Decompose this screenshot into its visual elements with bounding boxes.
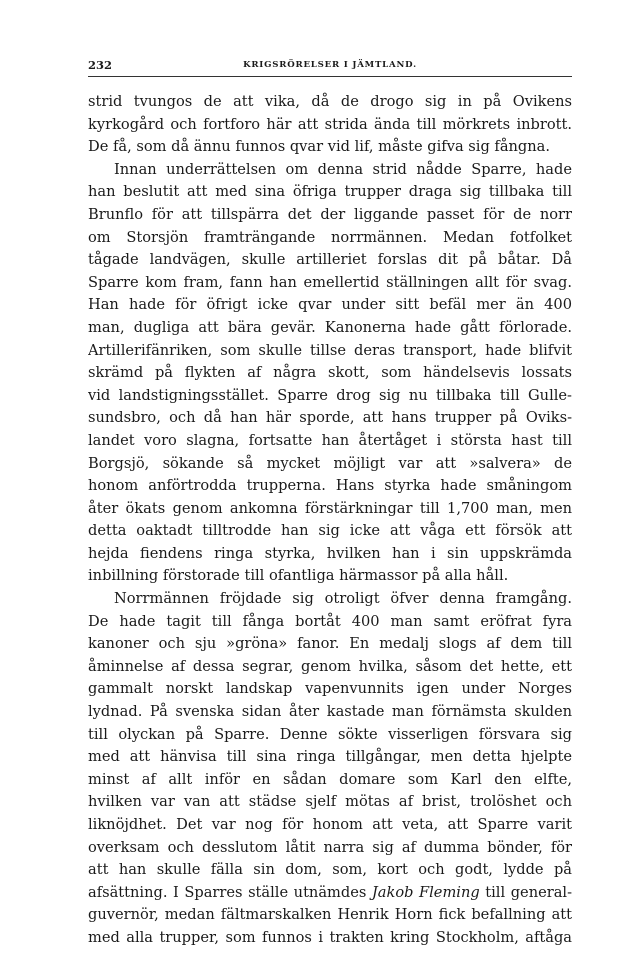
text-line: med alla trupper, som funnos i trakten kring Stockholm, aftåga: [88, 928, 572, 946]
text-line: Innan underrättelsen om denna strid nådde Sparre, hade: [114, 160, 572, 178]
text-line: De hade tagit till fånga bortåt 400 man samt eröfrat fyra: [88, 612, 572, 630]
text-line: skrämd på flykten af några skott, som händelsevis lossats: [88, 364, 572, 382]
text-line: vid landstigningsstället. Sparre drog sig nu tillbaka till Gulle-: [88, 386, 572, 404]
text-fragment: till general-: [479, 883, 572, 901]
text-line: man, dugliga att bära gevär. Kanonerna hade gått förlorade.: [88, 318, 572, 336]
text-line: honom anförtrodda trupperna. Hans styrka hade småningom: [88, 477, 572, 495]
text-line: De få, som då ännu funnos qvar vid lif, måste gifva sig fångna.: [88, 138, 551, 156]
text-line: kanoner och sju »gröna» fanor. En medalj slogs af dem till: [88, 635, 572, 653]
text-line: att han skulle fälla sin dom, som, kort och godt, lydde på: [88, 861, 572, 879]
paragraph-3: [88, 588, 572, 950]
body-text: [88, 91, 572, 950]
text-line: overksam och desslutom låtit narra sig af dumma bönder, för: [88, 838, 572, 856]
text-line: detta oaktadt tilltrodde han sig icke att våga ett försök att: [88, 522, 572, 540]
text-line: strid tvungos de att vika, då de drogo sig in på Ovikens: [88, 93, 572, 110]
text-line: guvernör, medan fältmarskalken Henrik Horn fick befallning att: [88, 906, 572, 924]
text-line: åminnelse af dessa segrar, genom hvilka, såsom det hette, ett: [88, 657, 572, 675]
page-header: [88, 56, 572, 77]
text-line: lydnad. På svenska sidan åter kastade man förnämsta skulden: [88, 703, 572, 721]
text-line: till olyckan på Sparre. Denne sökte visserligen försvara sig: [88, 725, 572, 743]
text-line: minst af allt inför en sådan domare som Karl den elfte,: [88, 770, 572, 788]
book-page: [88, 56, 572, 950]
text-line: om Storsjön framträngande norrmännen. Medan fotfolket: [88, 228, 572, 246]
person-name: Jakob Fleming: [371, 883, 480, 901]
text-line: Norrmännen fröjdade sig otroligt öfver denna framgång.: [114, 590, 572, 608]
text-line: gammalt norskt landskap vapenvunnits igen under Norges: [88, 680, 572, 698]
paragraph-1: [88, 91, 572, 159]
paragraph-2: [88, 159, 572, 588]
text-line: med att hänvisa till sina ringa tillgångar, men detta hjelpte: [88, 748, 572, 766]
text-line: Artillerifänriken, som skulle tillse deras transport, hade blifvit: [88, 341, 572, 359]
text-line: hejda fiendens ringa styrka, hvilken han i sin uppskrämda: [88, 544, 572, 562]
text-line: tågade landvägen, skulle artilleriet forslas dit på båtar. Då: [88, 251, 572, 269]
text-line: Han hade för öfrigt icke qvar under sitt befäl mer än 400: [88, 296, 572, 314]
page-number: 232: [88, 58, 113, 72]
text-line: han beslutit att med sina öfriga trupper draga sig tillbaka till: [88, 183, 572, 201]
text-line: landet voro slagna, fortsatte han återtåget i största hast till: [88, 431, 572, 449]
text-line: åter ökats genom ankomna förstärkningar till 1,700 man, men: [88, 499, 572, 517]
text-line: kyrkogård och fortforo här att strida ända till mörkrets inbrott.: [88, 115, 572, 133]
text-line: Borgsjö, sökande så mycket möjligt var att »salvera» de: [88, 454, 572, 472]
text-line: hvilken var van att städse sjelf mötas af brist, trolöshet och: [88, 793, 572, 811]
text-fragment: afsättning. I Sparres ställe utnämdes: [88, 883, 372, 901]
text-line: Sparre kom fram, fann han emellertid ställningen allt för svag.: [88, 273, 572, 291]
text-line: liknöjdhet. Det var nog för honom att veta, att Sparre varit: [88, 816, 572, 833]
running-head: KRIGSRÖRELSER I JÄMTLAND.: [243, 60, 417, 70]
text-line-with-name: [88, 882, 572, 905]
text-line: inbillning förstorade till ofantliga härmassor på alla håll.: [88, 567, 509, 585]
text-line: Brunflo för att tillspärra det der liggande passet för de norr: [88, 205, 572, 223]
text-line: sundsbro, och då han här sporde, att hans trupper på Oviks-: [88, 409, 572, 427]
